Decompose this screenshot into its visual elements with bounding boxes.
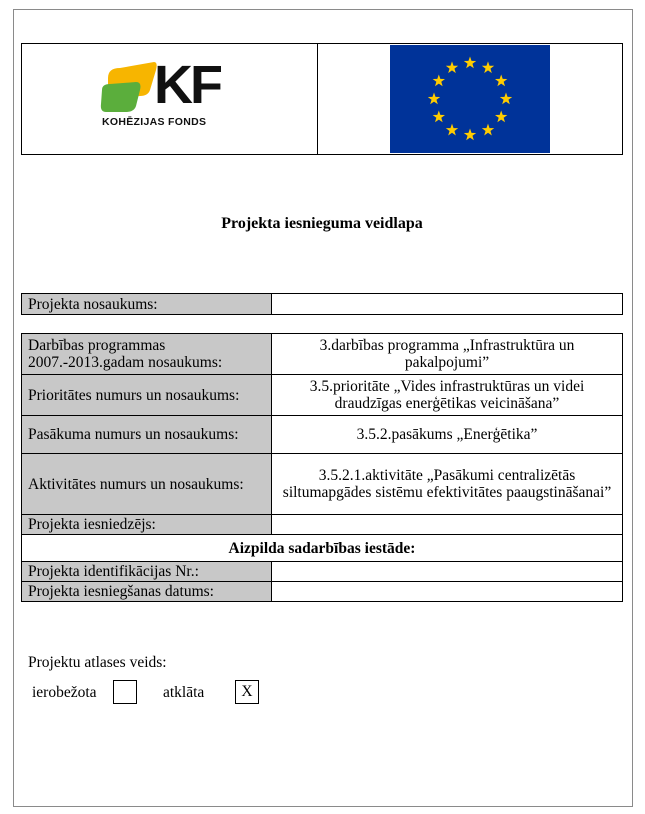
option-restricted-label: ierobežota <box>32 684 97 701</box>
eu-flag-cell <box>318 44 623 155</box>
kf-logo-cell <box>22 44 318 155</box>
applicant-label: Projekta iesniedzējs: <box>22 515 272 535</box>
option-open-checkbox[interactable]: X <box>235 680 259 704</box>
table-row <box>22 582 623 602</box>
project-details-table <box>21 333 623 602</box>
submission-date-label: Projekta iesniegšanas datums: <box>22 582 272 602</box>
kf-logo-subtitle: KOHĒZIJAS FONDS <box>102 116 207 128</box>
table-row <box>22 535 623 562</box>
activity-label: Aktivitātes numurs un nosaukums: <box>22 454 272 515</box>
option-restricted-checkbox[interactable] <box>113 680 137 704</box>
kf-logo-letters: KF <box>154 55 220 115</box>
kohezijas-fonds-logo <box>100 55 240 132</box>
document-title: Projekta iesnieguma veidlapa <box>221 215 423 232</box>
programme-value: 3.darbības programma „Infrastruktūra un pakalpojumi” <box>272 334 623 375</box>
selection-type-label: Projektu atlases veids: <box>28 654 167 671</box>
project-name-field[interactable] <box>272 294 623 315</box>
priority-label: Prioritātes numurs un nosaukums: <box>22 375 272 416</box>
authority-section-header: Aizpilda sadarbības iestāde: <box>22 535 623 562</box>
applicant-field[interactable] <box>272 515 623 535</box>
table-row <box>22 416 623 454</box>
submission-date-field[interactable] <box>272 582 623 602</box>
kf-leaf-icon <box>100 60 162 114</box>
measure-value: 3.5.2.pasākums „Enerģētika” <box>272 416 623 454</box>
logo-header <box>21 43 623 155</box>
project-id-label: Projekta identifikācijas Nr.: <box>22 562 272 582</box>
table-row <box>22 454 623 515</box>
project-name-table <box>21 293 623 315</box>
table-row <box>22 334 623 375</box>
priority-value: 3.5.prioritāte „Vides infrastruktūras un videi draudzīgas enerģētikas veicināšana” <box>272 375 623 416</box>
table-row <box>22 562 623 582</box>
eu-flag-icon <box>390 45 550 153</box>
option-open-label: atklāta <box>163 684 205 701</box>
project-id-field[interactable] <box>272 562 623 582</box>
project-name-label: Projekta nosaukums: <box>22 294 272 315</box>
activity-value: 3.5.2.1.aktivitāte „Pasākumi centralizētās siltumapgādes sistēmu efektivitātes paaugstināšanai” <box>272 454 623 515</box>
table-row <box>22 375 623 416</box>
programme-label: Darbības programmas 2007.-2013.gadam nosaukums: <box>22 334 272 375</box>
table-row <box>22 515 623 535</box>
table-row <box>22 294 623 315</box>
measure-label: Pasākuma numurs un nosaukums: <box>22 416 272 454</box>
